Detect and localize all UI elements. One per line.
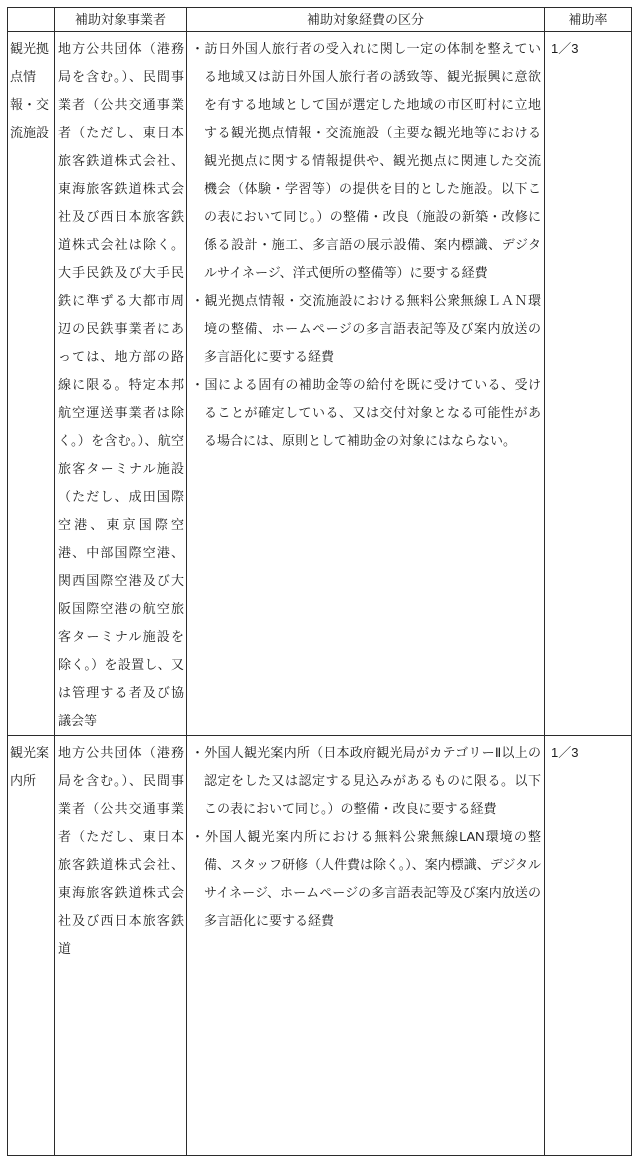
expense-item: ・外国人観光案内所における無料公衆無線LAN環境の整備、スタッフ研修（人件費は除く。）、案内標識、デジタルサイネージ、ホームページの多言語表記等及び案内放送の多言語化に要する経費 <box>191 829 541 928</box>
table-header-row <box>8 8 632 32</box>
facility-label: 観光拠点情報・交流施設 <box>8 32 55 736</box>
header-facility-cell <box>8 8 55 32</box>
expense-item: ・観光拠点情報・交流施設における無料公衆無線ＬＡＮ環境の整備、ホームページの多言語表記等及び案内放送の多言語化に要する経費 <box>191 293 541 364</box>
facility-label: 観光案内所 <box>8 736 55 1156</box>
header-expense-category: 補助対象経費の区分 <box>187 8 545 32</box>
expense-list <box>187 32 545 736</box>
table-row-tourist-info-center <box>8 736 632 1156</box>
eligible-business-text: 地方公共団体（港務局を含む。）、民間事業者（公共交通事業者（ただし、東日本旅客鉄道株式会社、東海旅客鉄道株式会社及び西日本旅客鉄道 <box>55 736 187 1156</box>
table-row-tourist-hub-facility <box>8 32 632 736</box>
subsidy-rate-value: 1／3 <box>545 32 632 736</box>
expense-item: ・訪日外国人旅行者の受入れに関し一定の体制を整えている地域又は訪日外国人旅行者の誘致等、観光振興に意欲を有する地域として国が選定した地域の市区町村に立地する観光拠点情報・交流施設（主要な観光地等における観光拠点に関する情報提供や、観光拠点に関連した交流機会（体験・学習等）の提供を目的とした施設。以下この表において同じ。）の整備・改良（施設の新築・改修に係る設計・施工、多言語の展示設備、案内標識、デジタルサイネージ、洋式便所の整備等）に要する経費 <box>191 41 541 280</box>
expense-list <box>187 736 545 1156</box>
subsidy-table <box>7 7 632 1156</box>
expense-item: ・国による固有の補助金等の給付を既に受けている、受けることが確定している、又は交付対象となる可能性がある場合には、原則として補助金の対象にはならない。 <box>191 377 541 448</box>
subsidy-rate-value: 1／3 <box>545 736 632 1156</box>
expense-item: ・外国人観光案内所（日本政府観光局がカテゴリーⅡ以上の認定をした又は認定する見込みがあるものに限る。以下この表において同じ。）の整備・改良に要する経費 <box>191 745 541 816</box>
header-eligible-business: 補助対象事業者 <box>55 8 187 32</box>
header-subsidy-rate: 補助率 <box>545 8 632 32</box>
eligible-business-text: 地方公共団体（港務局を含む。）、民間事業者（公共交通事業者（ただし、東日本旅客鉄道株式会社、東海旅客鉄道株式会社及び西日本旅客鉄道株式会社は除く。大手民鉄及び大手民鉄に準ずる大都市周辺の民鉄事業者にあっては、地方部の路線に限る。特定本邦航空運送事業者は除く。）を含む。）、航空旅客ターミナル施設（ただし、成田国際空港、東京国際空港、中部国際空港、関西国際空港及び大阪国際空港の航空旅客ターミナル施設を除く。）を設置し、又は管理する者及び協議会等 <box>55 32 187 736</box>
